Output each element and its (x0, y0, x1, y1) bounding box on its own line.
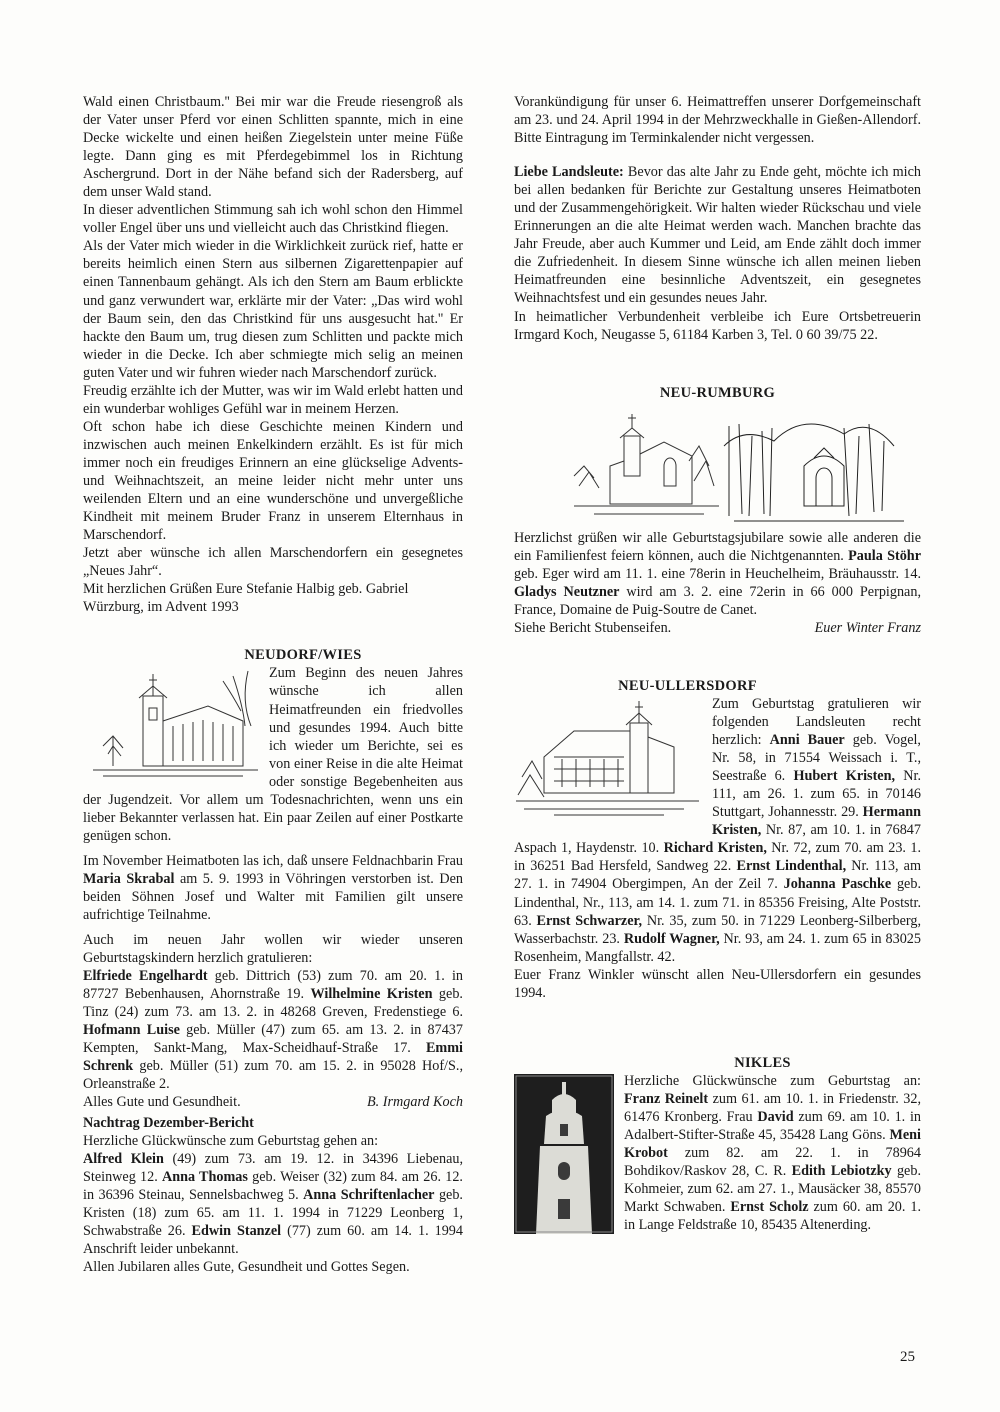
text: zum 60. am 20. 1. in Lange Feldstraße 10, 85435 Altenerding. (624, 1199, 921, 1234)
signature: Euer Winter Franz (814, 619, 921, 636)
person-name: Anna Schriftenlacher (303, 1186, 435, 1203)
text: Nr. 87, am 10. 1. in 76847 Aspach 1, Haydenstr. 10. (514, 822, 921, 857)
text: Herzliche Glückwünsche zum Geburtstag an: (624, 1072, 921, 1089)
neudorf-heading: NEUDORF/WIES (244, 647, 362, 664)
right-column (514, 93, 921, 1236)
text: Zum Geburtstag gratulieren wir folgenden Landsleuten recht herzlich: (712, 695, 921, 749)
person-name: Richard Kristen, (663, 840, 767, 857)
person-name: David (757, 1108, 794, 1125)
page-number: 25 (900, 1349, 915, 1365)
text: Siehe Bericht Stubenseifen. (514, 619, 672, 636)
person-name: Franz Reinelt (624, 1090, 709, 1107)
story-paragraph: Freudig erzählte ich der Mutter, was wir im Wald erlebt hatten und ein wunderbar wohliges Gefühl war in meinem Herzen. (83, 382, 463, 417)
story-paragraph: Jetzt aber wünsche ich allen Marschendorfern ein gesegnetes „Neues Jahr“. (83, 545, 463, 580)
text: (77) zum 60. am 14. 1. 1994 Anschrift leider unbekannt. (83, 1222, 463, 1257)
story-place-date: Würzburg, im Advent 1993 (83, 599, 239, 616)
person-name: Alfred Klein (83, 1150, 164, 1167)
text: zum 82. am 22. 1. in 78964 Bohdikov/Raskov 28, C. R. (624, 1145, 921, 1180)
nachtrag-list (83, 1150, 463, 1258)
text: Nr. 35, zum 50. in 71229 Leonberg-Silberberg, Wasserbachstr. 23. (514, 912, 921, 947)
story-paragraph: In dieser adventlichen Stimmung sah ich wohl schon den Himmel voller Engel über uns und vielleicht auch das Christkind fliegen. (83, 202, 463, 237)
text: Alles Gute und Gesundheit. (83, 1094, 241, 1111)
text: (49) zum 73. am 19. 12. in 34396 Liebenau, Steinweg 12. (83, 1150, 464, 1185)
person-name: Johanna Paschke (783, 876, 892, 893)
text: Nr. 113, am 27. 1. in 74904 Obergimpen, An der Zeil 7. (514, 858, 922, 893)
neu-ullersdorf-closing: Euer Franz Winkler wünscht allen Neu-Ullersdorfern ein gesundes 1994. (514, 966, 921, 1001)
story-paragraph: Als der Vater mich wieder in die Wirklichkeit zurück rief, hatte er bereits heimlich einen Stern aus silbernen Zigarettenpapier auf einen Tannenbaum gehängt. Als ich den Stern am Baum erblickte und ganz verwundert war, erklärte mir der Vater: „Das wird wohl der Baum sein, den das Christkind für uns ausgesucht hat.'' Er hackte den Baum um, trug diesen zum Schlitten und packte mich wieder in die Decke. Ich aber schmiegte mich selig an meinen guten Vater und wir fuhren wieder nach Marschendorf zurück. (83, 238, 463, 381)
text: am 5. 9. 1993 in Vöhringen verstorben ist. Den beiden Söhnen Josef und Walter mit Familien gilt unsere aufrichtige Teilnahme. (83, 870, 463, 924)
neudorf-closing (83, 1093, 463, 1111)
church-chapel-illustration (514, 406, 921, 529)
person-name: Anna Thomas (161, 1168, 248, 1185)
person-name: Hofmann Luise (83, 1022, 180, 1039)
announcement: Vorankündigung für unser 6. Heimattreffen unserer Dorfgemeinschaft am 23. und 24. April 1994 in der Mehrzweckhalle in Gießen-Allendorf. Bitte Eintragung im Terminkalender nicht vergessen. (514, 94, 921, 147)
nachtrag-closing: Allen Jubilaren alles Gute, Gesundheit und Gottes Segen. (83, 1258, 410, 1275)
person-name: Gladys Neutzner (514, 583, 620, 600)
text: Nr. 93, am 24. 1. zum 65 in 83025 Rosenheim, Mangfallstr. 42. (514, 930, 921, 965)
text: wird am 3. 2. eine 72erin in 66 000 Perpignan, France, Domaine de Puig-Soutre de Canet. (514, 583, 921, 618)
neu-rumburg-illustrations (514, 406, 921, 529)
neu-rumburg-text (514, 529, 921, 619)
person-name: Paula Stöhr (848, 547, 921, 564)
text: Im November Heimatboten las ich, daß unsere Feldnachbarin Frau (83, 852, 463, 869)
person-name: Elfriede Engelhardt (83, 968, 208, 985)
person-name: Maria Skrabal (83, 870, 175, 887)
label: Liebe Landsleute: (514, 164, 624, 181)
person-name: Hubert Kristen, (793, 768, 896, 785)
text: geb. Dittrich (53) zum 70. am 20. 1. in 87727 Bebenhausen, Ahornstraße 19. (83, 968, 463, 1003)
nachtrag-intro: Herzliche Glückwünsche zum Geburtstag gehen an: (83, 1132, 379, 1149)
neudorf-church-illustration (83, 666, 261, 784)
text: zum 69. am 10. 1. in Adalbert-Stifter-Straße 45, 35428 Lang Göns. (624, 1108, 922, 1143)
neu-rumburg-heading: NEU-RUMBURG (659, 384, 776, 401)
person-name: Hermann Kristen, (712, 804, 921, 839)
person-name: Anni Bauer (769, 732, 845, 749)
person-name: Edwin Stanzel (191, 1222, 282, 1239)
nikles-church-photo (514, 1074, 614, 1234)
neudorf-death-notice (83, 852, 463, 924)
left-column (83, 93, 463, 1276)
signature: B. Irmgard Koch (366, 1094, 463, 1111)
text: Nr. 111, am 26. 1. zum 65. in 70146 Stuttgart, Johannesstr. 29. (712, 768, 921, 821)
story-paragraph: Oft schon habe ich diese Geschichte meinen Kindern und inzwischen auch meinen Enkelkindern erzählt. Es ist für mich immer noch ein freudiges Erinnern an eine glückselige Advents- und Weihnachtszeit, an meine leider nicht mehr unter uns weilenden Eltern und an eine wunderschöne und unvergeßliche Kindheit mit meinem Bruder Franz in unserem Elternhaus in Marschendorf. (83, 418, 463, 544)
neu-ullersdorf-church-illustration (514, 697, 704, 821)
person-name: Wilhelmine Kristen (310, 986, 433, 1003)
neudorf-birthday-list (83, 967, 463, 1093)
person-name: Meni Krobot (624, 1126, 921, 1162)
text: geb. Vogel, Nr. 58, in 71554 Weissach i. T., Seestraße 6. (712, 732, 921, 785)
story-paragraph: Wald einen Christbaum.'' Bei mir war die Freude riesengroß als der Vater unser Pferd vor einen Schlitten spannte, mich in eine Decke wickelte und einen heißen Ziegelstein unter meine Füße legte. Dann ging es mit Pferdegebimmel los in Richtung Aschergrund. Dort in der Nähe befand sich der Radersberg, auf dem unser Wald stand. (83, 94, 463, 201)
text: geb. Kohmeier, zum 62. am 27. 1., Mausäcker 38, 85570 Markt Schwaben. (624, 1163, 921, 1216)
landsleute-paragraph (514, 163, 921, 307)
nachtrag-heading: Nachtrag Dezember-Bericht (83, 1114, 254, 1131)
text: geb. Müller (47) zum 65. am 13. 2. in 87437 Kempten, Sankt-Mang, Max-Scheidhauf-Straße 17. (83, 1022, 463, 1057)
person-name: Ernst Scholz (730, 1199, 809, 1216)
text: geb. Tinz (24) zum 73. am 13. 2. in 48268 Greven, Fredenstiege 6. (83, 986, 463, 1021)
person-name: Ernst Schwarzer, (536, 912, 643, 929)
person-name: Edith Lebiotzky (791, 1163, 892, 1180)
neudorf-birthday-intro: Auch im neuen Jahr wollen wir wieder unseren Geburtstagskindern herzlich gratulieren: (83, 932, 463, 967)
text: Herzlichst grüßen wir alle Geburtstagsjubilare sowie alle anderen die ein Familienfest feiern können, auch die Nichtgenannten. (514, 529, 921, 564)
text: geb. Müller (51) zum 70. am 15. 2. in 95028 Hof/S., Orleanstraße 2. (83, 1058, 463, 1093)
person-name: Rudolf Wagner, (623, 930, 720, 947)
text: Bevor das alte Jahr zu Ende geht, möchte ich mich bei allen bedanken für Berichte zur Gestaltung unseres Heimatboten und der Zusammengehörigkeit. Wir halten wieder Rückschau und viele Erinnerungen an die alte Heimat werden wach. Manchen brachte das Jahr Freude, aber auch Kummer und Leid, am Ende zählt doch immer die Zufriedenheit. In diesem Sinne wünsche ich allen meinen lieben Heimatfreunden eine besinnliche Adventszeit, ein gesegnetes Weihnachtsfest und ein gesundes neues Jahr. (514, 164, 921, 307)
text: geb. Eger wird am 11. 1. eine 78erin in Heuchelheim, Bräuhausstr. 14. (514, 565, 921, 582)
text: geb. Weiser (32) zum 84. am 26. 12. in 36396 Steinau, Sennelsbachweg 5. (83, 1168, 463, 1203)
text: zum 61. am 10. 1. in Friedenstr. 32, 61476 Kronberg. Frau (624, 1090, 921, 1125)
story-signature: Mit herzlichen Grüßen Eure Stefanie Halbig geb. Gabriel (83, 581, 409, 598)
landsleute-signature: In heimatlicher Verbundenheit verbleibe ich Eure Ortsbetreuerin Irmgard Koch, Neugasse 5, 61184 Karben 3, Tel. 0 60 39/75 22. (514, 308, 921, 343)
text: geb. Kristen (18) zum 65. am 11. 1. 1994 in 71229 Leonberg 1, Schwabstraße 26. (83, 1186, 463, 1239)
nikles-heading: NIKLES (734, 1054, 791, 1071)
person-name: Ernst Lindenthal, (736, 858, 847, 875)
neu-ullersdorf-heading: NEU-ULLERSDORF (618, 677, 757, 694)
text: geb. Lindenthal, Nr., 113, am 14. 1. zum 71. in 85356 Freising, Alte Poststr. 63. (514, 876, 921, 929)
person-name: Emmi Schrenk (83, 1040, 463, 1075)
text: Nr. 72, zum 70. am 23. 1. in 36251 Bad Hersfeld, Sandweg 22. (514, 840, 921, 875)
neu-rumburg-closing (514, 619, 921, 637)
neudorf-intro: Zum Beginn des neuen Jahres wünsche ich allen Heimatfreunden ein friedvolles und gesundes 1994. Auch bitte ich wieder um Berichte, sei es von einer Reise in die alte Heimat oder sonstige Begebenheiten aus der Jugendzeit. Vor allem um Todesnachrichten, wenn uns ein lieber Bekannter verlassen hat. Ein paar Zeilen auf einer Postkarte genügen schon. (83, 665, 463, 844)
